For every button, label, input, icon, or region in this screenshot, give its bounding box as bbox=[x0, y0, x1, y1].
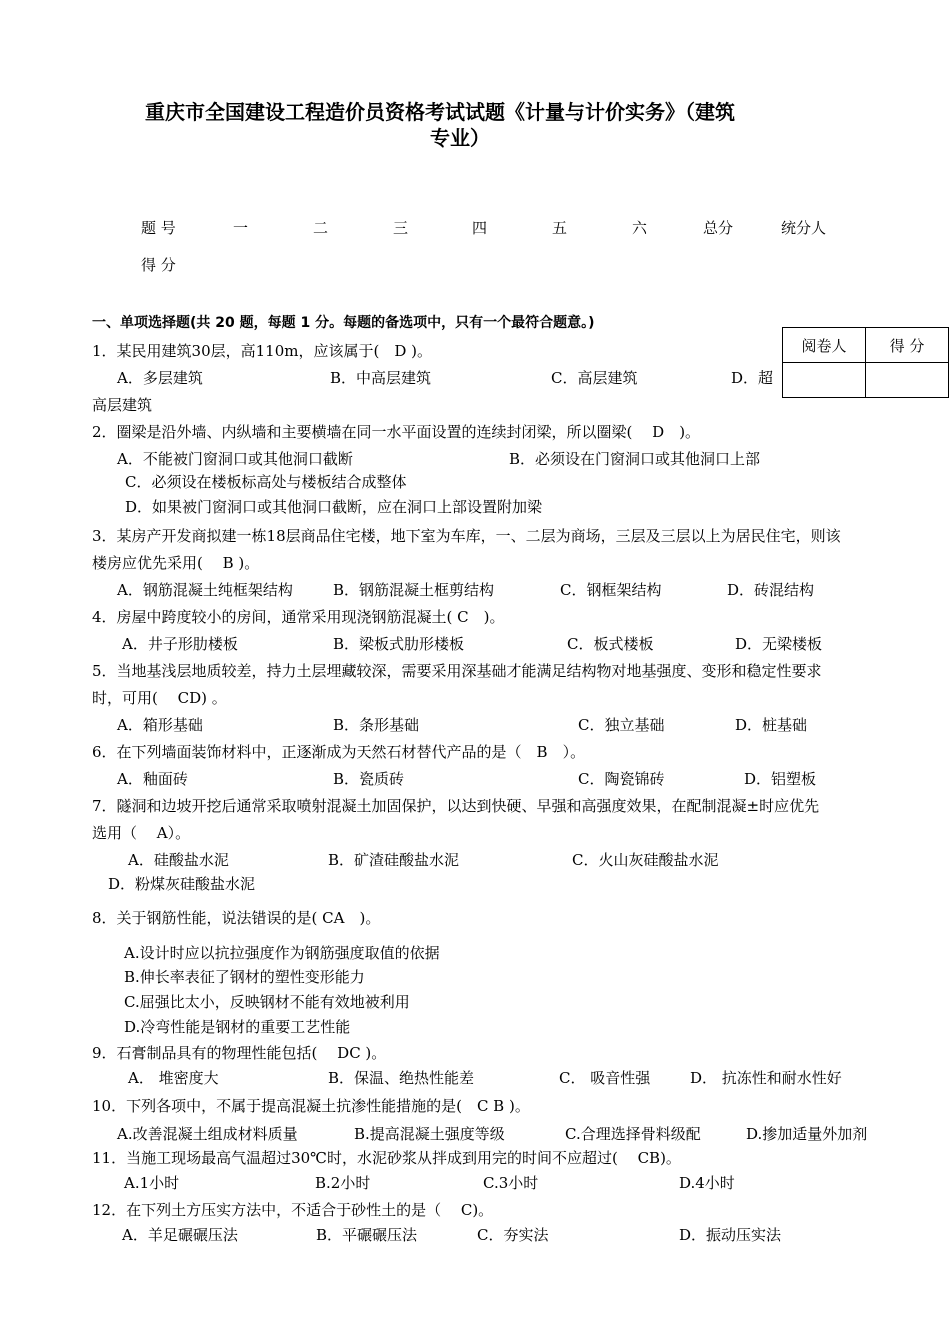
q4-option-b: B．梁板式肋形楼板 bbox=[333, 635, 465, 653]
q3-option-a: A．钢筋混凝土纯框架结构 bbox=[117, 581, 293, 599]
q12-option-d: D．振动压实法 bbox=[679, 1226, 782, 1244]
q4-option-c: C．板式楼板 bbox=[567, 635, 654, 653]
q11-option-d: D.4小时 bbox=[679, 1174, 735, 1192]
q10-option-d: D.掺加适量外加剂 bbox=[746, 1125, 868, 1143]
q7-stem: 7．隧洞和边坡开挖后通常采取喷射混凝土加固保护，以达到快硬、早强和高强度效果，在配制混凝±时应优先 bbox=[92, 797, 820, 815]
q12-stem: 12．在下列土方压实方法中，不适合于砂性土的是（ C)。 bbox=[92, 1201, 494, 1219]
q8-option-c: C.屈强比太小，反映钢材不能有效地被利用 bbox=[124, 993, 410, 1011]
page-title-line2: 专业） bbox=[430, 126, 490, 150]
q2-option-c: C．必须设在楼板标高处与楼板结合成整体 bbox=[125, 473, 407, 491]
q1-option-d: D．超 bbox=[731, 369, 774, 387]
q10-stem: 10．下列各项中，不属于提高混凝土抗渗性能措施的是( C B )。 bbox=[92, 1097, 530, 1115]
q9-option-b: B．保温、绝热性能差 bbox=[328, 1069, 475, 1087]
q5-option-c: C．独立基础 bbox=[578, 716, 665, 734]
q5-stem: 5．当地基浅层地质较差，持力土层埋藏较深，需要采用深基础才能满足结构物对地基强度、变形和稳定性要求 bbox=[92, 662, 822, 680]
q5-option-b: B．条形基础 bbox=[333, 716, 420, 734]
q10-option-c: C.合理选择骨料级配 bbox=[565, 1125, 701, 1143]
score-row-label: 得 分 bbox=[141, 256, 176, 274]
q10-option-b: B.提高混凝土强度等级 bbox=[354, 1125, 505, 1143]
q1-option-d-cont: 高层建筑 bbox=[92, 396, 153, 414]
q9-option-a: A． 堆密度大 bbox=[128, 1069, 219, 1087]
score-label: 得 分 bbox=[866, 328, 949, 363]
q3-option-b: B．钢筋混凝土框剪结构 bbox=[333, 581, 495, 599]
q9-option-c: C． 吸音性强 bbox=[559, 1069, 651, 1087]
q10-option-a: A.改善混凝土组成材料质量 bbox=[117, 1125, 298, 1143]
q4-option-a: A．井子形肋楼板 bbox=[122, 635, 238, 653]
q1-option-b: B．中高层建筑 bbox=[330, 369, 432, 387]
q6-option-d: D．铝塑板 bbox=[744, 770, 817, 788]
page-title-line1: 重庆市全国建设工程造价员资格考试试题《计量与计价实务》（建筑 bbox=[145, 100, 735, 124]
q11-stem: 11．当施工现场最高气温超过30℃时，水泥砂浆从拌成到用完的时间不应超过( CB)。 bbox=[92, 1149, 681, 1167]
q1-option-c: C．高层建筑 bbox=[551, 369, 638, 387]
score-col-3: 三 bbox=[393, 219, 409, 237]
q6-stem: 6．在下列墙面装饰材料中，正逐渐成为天然石材替代产品的是（ B ）。 bbox=[92, 743, 586, 761]
q9-option-d: D． 抗冻性和耐水性好 bbox=[690, 1069, 842, 1087]
grader-box bbox=[782, 327, 949, 398]
q12-option-b: B．平碾碾压法 bbox=[316, 1226, 418, 1244]
q8-option-b: B.伸长率表征了钢材的塑性变形能力 bbox=[124, 968, 365, 986]
score-col-total: 总分 bbox=[703, 219, 734, 237]
score-cell[interactable] bbox=[866, 363, 949, 398]
q8-option-a: A.设计时应以抗拉强度作为钢筋强度取值的依据 bbox=[124, 944, 440, 962]
score-col-4: 四 bbox=[472, 219, 488, 237]
score-col-5: 五 bbox=[552, 219, 568, 237]
q8-option-d: D.冷弯性能是钢材的重要工艺性能 bbox=[124, 1018, 351, 1036]
q7-option-a: A．硅酸盐水泥 bbox=[128, 851, 229, 869]
q7-option-d: D．粉煤灰硅酸盐水泥 bbox=[108, 875, 256, 893]
score-col-2: 二 bbox=[313, 219, 329, 237]
q4-stem: 4．房屋中跨度较小的房间，通常采用现浇钢筋混凝土( C )。 bbox=[92, 608, 505, 626]
q1-stem: 1．某民用建筑30层，高110m，应该属于( D )。 bbox=[92, 342, 432, 360]
q6-option-c: C．陶瓷锦砖 bbox=[578, 770, 665, 788]
q2-stem: 2．圈梁是沿外墙、内纵墙和主要横墙在同一水平面设置的连续封闭梁，所以圈梁( D )。 bbox=[92, 423, 701, 441]
q7-stem-cont: 选用（ A）。 bbox=[92, 824, 191, 842]
score-col-6: 六 bbox=[632, 219, 648, 237]
q12-option-a: A．羊足碾碾压法 bbox=[122, 1226, 238, 1244]
q5-option-d: D．桩基础 bbox=[735, 716, 808, 734]
q2-option-b: B．必须设在门窗洞口或其他洞口上部 bbox=[509, 450, 761, 468]
reviewer-cell[interactable] bbox=[783, 363, 866, 398]
q4-option-d: D．无梁楼板 bbox=[735, 635, 823, 653]
q6-option-b: B．瓷质砖 bbox=[333, 770, 405, 788]
score-col-1: 一 bbox=[233, 219, 249, 237]
q3-option-d: D．砖混结构 bbox=[727, 581, 815, 599]
q8-stem: 8．关于钢筋性能，说法错误的是( CA )。 bbox=[92, 909, 381, 927]
q6-option-a: A．釉面砖 bbox=[117, 770, 188, 788]
section-heading: 一、单项选择题(共 20 题，每题 1 分。每题的备选项中，只有一个最符合题意。) bbox=[92, 315, 595, 331]
q12-option-c: C．夯实法 bbox=[477, 1226, 549, 1244]
q11-option-a: A.1小时 bbox=[124, 1174, 180, 1192]
q3-stem: 3．某房产开发商拟建一栋18层商品住宅楼，地下室为车库，一、二层为商场，三层及三层以上为居民住宅，则该 bbox=[92, 527, 841, 545]
score-header-label: 题 号 bbox=[141, 219, 176, 237]
reviewer-label: 阅卷人 bbox=[783, 328, 866, 363]
q5-option-a: A．箱形基础 bbox=[117, 716, 203, 734]
q2-option-a: A．不能被门窗洞口或其他洞口截断 bbox=[117, 450, 353, 468]
q11-option-b: B.2小时 bbox=[315, 1174, 371, 1192]
q5-stem-cont: 时，可用( CD) 。 bbox=[92, 689, 227, 707]
q7-option-c: C．火山灰硅酸盐水泥 bbox=[572, 851, 719, 869]
q1-option-a: A．多层建筑 bbox=[117, 369, 203, 387]
q9-stem: 9．石膏制品具有的物理性能包括( DC )。 bbox=[92, 1044, 387, 1062]
q7-option-b: B．矿渣硅酸盐水泥 bbox=[328, 851, 460, 869]
score-col-tally: 统分人 bbox=[781, 219, 827, 237]
q3-option-c: C．钢框架结构 bbox=[560, 581, 662, 599]
q11-option-c: C.3小时 bbox=[483, 1174, 539, 1192]
q3-stem-cont: 楼房应优先采用( B )。 bbox=[92, 554, 260, 572]
q2-option-d: D．如果被门窗洞口或其他洞口截断，应在洞口上部设置附加梁 bbox=[125, 498, 543, 516]
